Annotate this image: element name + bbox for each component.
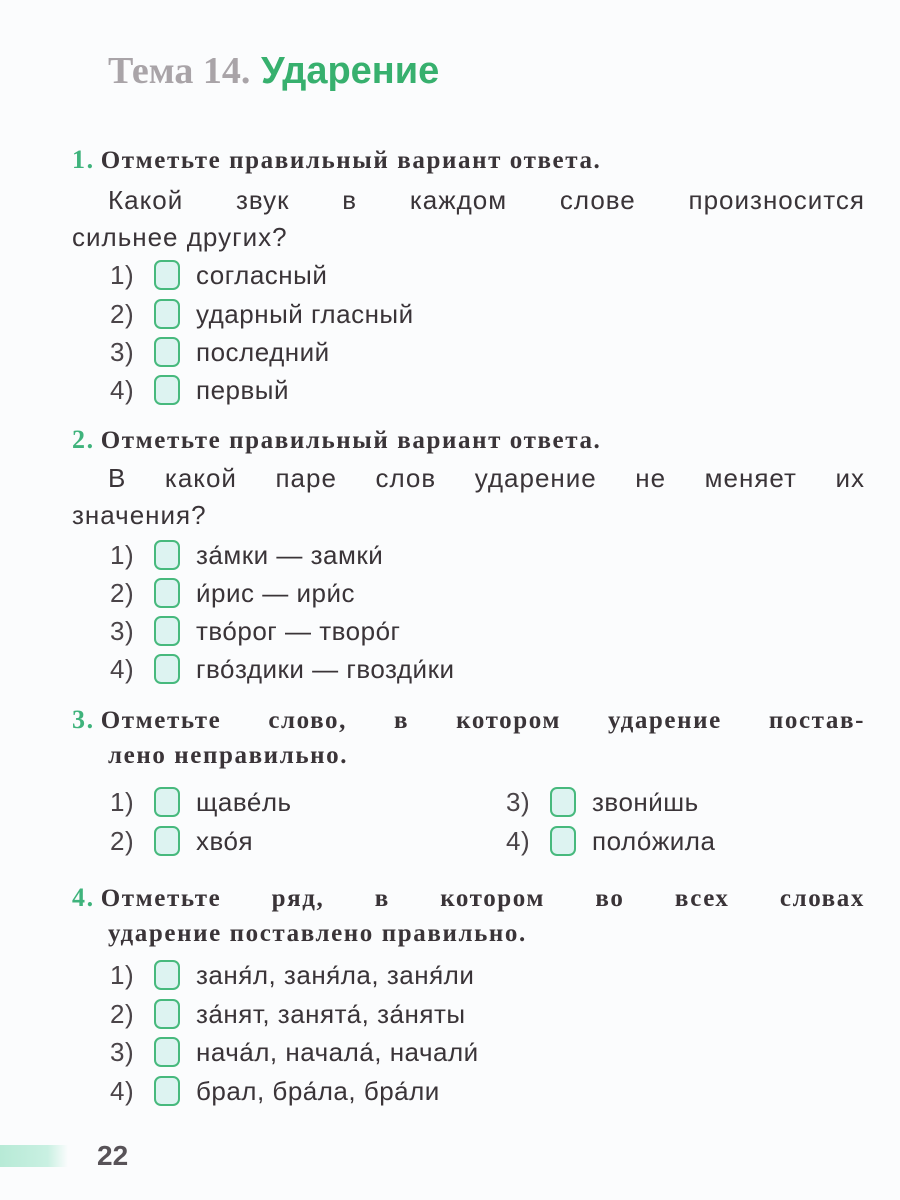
question-1-instruction (72, 142, 601, 178)
option-number: 2) (110, 999, 135, 1029)
option-text: и́рис — ири́с (196, 578, 355, 608)
answer-checkbox[interactable] (154, 375, 180, 405)
question-number: 3. (72, 705, 95, 734)
topic-title: Ударение (260, 50, 440, 92)
option-number: 3) (110, 616, 135, 646)
question-2-option-3[interactable] (110, 613, 401, 649)
option-text: гво́здики — гвозди́ки (196, 654, 455, 684)
option-text: тво́рог — творо́г (196, 616, 401, 646)
option-number: 1) (110, 260, 135, 290)
option-text: ударный гласный (196, 299, 414, 329)
question-1-text-line: Какой звук в каждом слове произносится (108, 185, 865, 215)
answer-checkbox[interactable] (154, 960, 180, 990)
answer-checkbox[interactable] (154, 787, 180, 817)
option-number: 4) (110, 654, 135, 684)
answer-checkbox[interactable] (154, 1076, 180, 1106)
question-2-instruction (72, 422, 601, 458)
question-3-option-3[interactable] (506, 784, 699, 820)
option-number: 1) (110, 787, 135, 817)
answer-checkbox[interactable] (154, 578, 180, 608)
question-4-option-2[interactable] (110, 996, 466, 1032)
option-text: брал, бра́ла, бра́ли (196, 1076, 440, 1106)
answer-checkbox[interactable] (154, 654, 180, 684)
option-text: звони́шь (592, 787, 699, 817)
option-text: за́мки — замки́ (196, 540, 384, 570)
option-number: 1) (110, 960, 135, 990)
answer-checkbox[interactable] (154, 1037, 180, 1067)
instruction-text: Отметьте правильный вариант ответа. (100, 147, 602, 174)
question-3-instruction-line: лено неправильно. (108, 742, 349, 769)
question-4-instruction-line: ударение поставлено правильно. (108, 920, 527, 947)
question-4-option-3[interactable] (110, 1034, 479, 1070)
option-text: заня́л, заня́ла, заня́ли (196, 960, 475, 990)
question-1-option-4[interactable] (110, 372, 289, 408)
answer-checkbox[interactable] (154, 260, 180, 290)
page-number: 22 (97, 1140, 129, 1171)
question-1-option-2[interactable] (110, 296, 414, 332)
answer-checkbox[interactable] (154, 337, 180, 367)
option-number: 2) (110, 826, 135, 856)
option-text: поло́жила (592, 826, 716, 856)
option-number: 4) (110, 1076, 135, 1106)
answer-checkbox[interactable] (154, 299, 180, 329)
question-3-instruction (72, 702, 865, 738)
question-2-text-line: значения? (72, 500, 207, 530)
question-number: 2. (72, 425, 95, 454)
page-title (108, 46, 439, 96)
option-number: 1) (110, 540, 135, 570)
option-number: 2) (110, 299, 135, 329)
option-text: хво́я (196, 826, 254, 856)
option-text: первый (196, 375, 290, 405)
question-2-option-4[interactable] (110, 651, 454, 687)
option-number: 3) (110, 1037, 135, 1067)
page-number-bar (0, 1145, 68, 1167)
option-number: 4) (110, 375, 135, 405)
option-number: 3) (506, 787, 531, 817)
question-2-option-2[interactable] (110, 575, 355, 611)
option-text: за́нят, занята́, за́няты (196, 999, 466, 1029)
option-text: щаве́ль (196, 787, 292, 817)
question-4-option-1[interactable] (110, 957, 474, 993)
option-text: последний (196, 337, 330, 367)
answer-checkbox[interactable] (550, 787, 576, 817)
question-number: 4. (72, 883, 95, 912)
question-1-option-3[interactable] (110, 334, 330, 370)
option-number: 2) (110, 578, 135, 608)
option-number: 3) (110, 337, 135, 367)
question-4-option-4[interactable] (110, 1073, 440, 1109)
option-number: 4) (506, 826, 531, 856)
answer-checkbox[interactable] (154, 616, 180, 646)
question-1-text-line: сильнее других? (72, 222, 288, 252)
question-3-option-1[interactable] (110, 784, 292, 820)
question-2-text-line: В какой паре слов ударение не меняет их (108, 463, 865, 493)
topic-label: Тема 14. (108, 50, 251, 92)
instruction-text: Отметьте ряд, в котором во всех словах (100, 885, 865, 912)
option-text: нача́л, начала́, начали́ (196, 1037, 479, 1067)
answer-checkbox[interactable] (154, 999, 180, 1029)
option-text: согласный (196, 260, 328, 290)
question-3-option-4[interactable] (506, 823, 715, 859)
question-1-option-1[interactable] (110, 257, 327, 293)
instruction-text: Отметьте слово, в котором ударение постав- (100, 707, 865, 734)
answer-checkbox[interactable] (154, 540, 180, 570)
question-2-option-1[interactable] (110, 537, 383, 573)
question-3-option-2[interactable] (110, 823, 253, 859)
question-number: 1. (72, 145, 95, 174)
instruction-text: Отметьте правильный вариант ответа. (100, 427, 602, 454)
answer-checkbox[interactable] (154, 826, 180, 856)
question-4-instruction (72, 880, 865, 916)
answer-checkbox[interactable] (550, 826, 576, 856)
